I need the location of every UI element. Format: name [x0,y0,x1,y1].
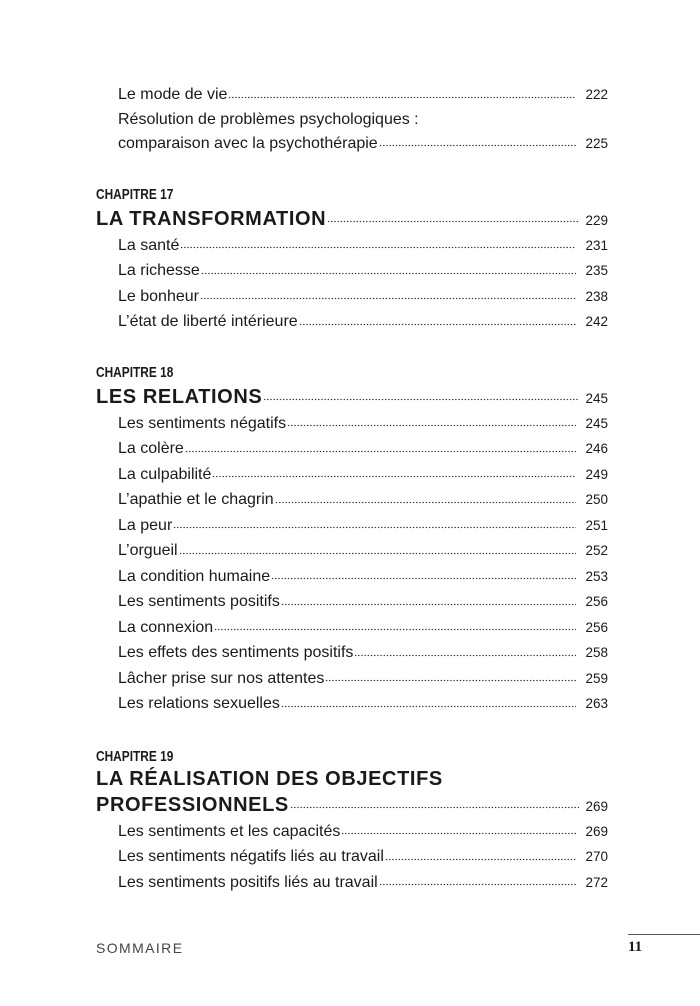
toc-entry-title-line2: comparaison avec la psychothérapie [118,134,378,152]
chapter-title-text: PROFESSIONNELS [96,793,289,816]
dot-leader [354,641,576,657]
chapter-label: CHAPITRE 17 [96,186,174,203]
dot-leader [185,437,576,453]
toc-entry-title: La connexion [118,618,214,636]
dot-leader [325,667,576,683]
toc-entry-page: 245 [585,415,608,431]
toc-entry[interactable] [96,436,608,462]
toc-entry-page: 272 [585,874,608,890]
toc-entry-title: La richesse [118,262,200,279]
toc-entry-title: Les relations sexuelles [118,695,280,712]
chapter-title[interactable] [96,205,608,233]
toc-entry[interactable] [96,564,608,590]
toc-entry[interactable] [96,82,608,108]
toc-entry-title: La condition humaine [118,567,271,585]
chapter-17 [96,185,608,335]
toc-entry-title: L’état de liberté intérieure [118,313,298,330]
toc-entry[interactable] [96,487,608,513]
dot-leader [379,132,576,148]
chapter-title[interactable] [96,383,608,411]
toc-entry-page: 269 [585,823,608,839]
chapter-19 [96,747,608,896]
toc-entry[interactable] [96,691,608,717]
toc-entry-title: La colère [118,440,184,457]
toc-entry-title: La peur [118,516,173,534]
chapter-page: 245 [585,390,608,406]
toc-entry-title: Lâcher prise sur nos attentes [118,669,325,687]
toc-entry-multiline[interactable] [96,108,608,155]
dot-leader [341,820,576,836]
toc-entry[interactable] [96,640,608,666]
dot-leader [299,310,576,326]
toc-entry-title: La santé [118,236,180,254]
chapter-18 [96,363,608,717]
dot-leader [201,259,576,275]
chapter-title-text: LES RELATIONS [96,385,263,408]
dot-leader [281,590,576,606]
toc-entry[interactable] [96,411,608,437]
toc-entry-page: 256 [585,619,608,635]
toc-entry-title: Le mode de vie [118,86,228,103]
chapter-label: CHAPITRE 19 [96,748,174,765]
toc-entry-page: 253 [585,568,608,584]
dot-leader [212,463,576,479]
dot-leader [214,616,576,632]
footer-section-title: SOMMAIRE [96,940,184,956]
toc-entry-page: 252 [585,543,608,558]
chapter-label: CHAPITRE 18 [96,364,174,381]
toc-entry-page: 238 [585,288,608,304]
toc-entry-page: 242 [585,314,608,329]
toc-entry-title: Les sentiments positifs [118,593,280,610]
dot-leader [263,383,579,403]
toc-entry[interactable] [96,309,608,335]
chapter-title-line1: LA RÉALISATION DES OBJECTIFS [96,767,443,790]
toc-entry-page: 235 [585,263,608,278]
dot-leader [275,488,576,504]
dot-leader [173,514,576,530]
chapter-page: 269 [585,798,608,814]
toc-entry-page: 256 [585,594,608,609]
toc-entry-title: Les effets des sentiments positifs [118,644,354,661]
toc-entry-title: Les sentiments négatifs liés au travail [118,848,384,865]
toc-entry-page: 258 [585,645,608,660]
chapter-title[interactable] [96,791,608,819]
toc-entry-page: 249 [585,466,608,482]
footer-page-number: 11 [628,939,643,955]
toc-entry-page: 263 [585,696,608,711]
dot-leader [200,285,576,301]
dot-leader [228,83,576,99]
toc-entry-page: 222 [585,87,608,102]
dot-leader [281,692,576,708]
toc-entry-page: 231 [585,237,608,253]
toc-entry-page: 250 [585,492,608,507]
toc-entry[interactable] [96,462,608,488]
toc-entry-page: 225 [585,135,608,151]
toc-entry[interactable] [96,233,608,259]
dot-leader [379,871,576,887]
toc-entry[interactable] [96,538,608,564]
toc-entry-title: Le bonheur [118,287,199,305]
toc-entry-title: Les sentiments négatifs [118,414,287,432]
dot-leader [287,412,576,428]
table-of-contents [96,82,608,895]
dot-leader [179,539,576,555]
toc-entry[interactable] [96,589,608,615]
dot-leader [290,791,580,811]
chapter-title-text: LA TRANSFORMATION [96,207,327,230]
toc-entry-page: 259 [585,670,608,686]
toc-entry[interactable] [96,844,608,870]
dot-leader [385,845,576,861]
toc-entry[interactable] [96,870,608,896]
dot-leader [327,205,579,225]
toc-entry[interactable] [96,258,608,284]
toc-entry-title-line1: Résolution de problèmes psychologiques : [118,110,419,128]
footer-rule [628,934,700,935]
toc-entry[interactable] [96,666,608,692]
toc-entry[interactable] [96,615,608,641]
toc-entry-page: 246 [585,441,608,456]
toc-entry[interactable] [96,284,608,310]
toc-entry-title: Les sentiments et les capacités [118,822,341,840]
chapter-page: 229 [585,212,608,228]
toc-entry-page: 251 [585,517,608,533]
toc-entry[interactable] [96,513,608,539]
toc-entry-title: Les sentiments positifs liés au travail [118,873,378,891]
toc-entry[interactable] [96,819,608,845]
toc-entry-title: L’apathie et le chagrin [118,491,274,508]
dot-leader [271,565,576,581]
toc-entry-title: L’orgueil [118,542,178,559]
toc-entry-title: La culpabilité [118,465,212,483]
toc-entry-page: 270 [585,849,608,864]
dot-leader [180,234,576,250]
